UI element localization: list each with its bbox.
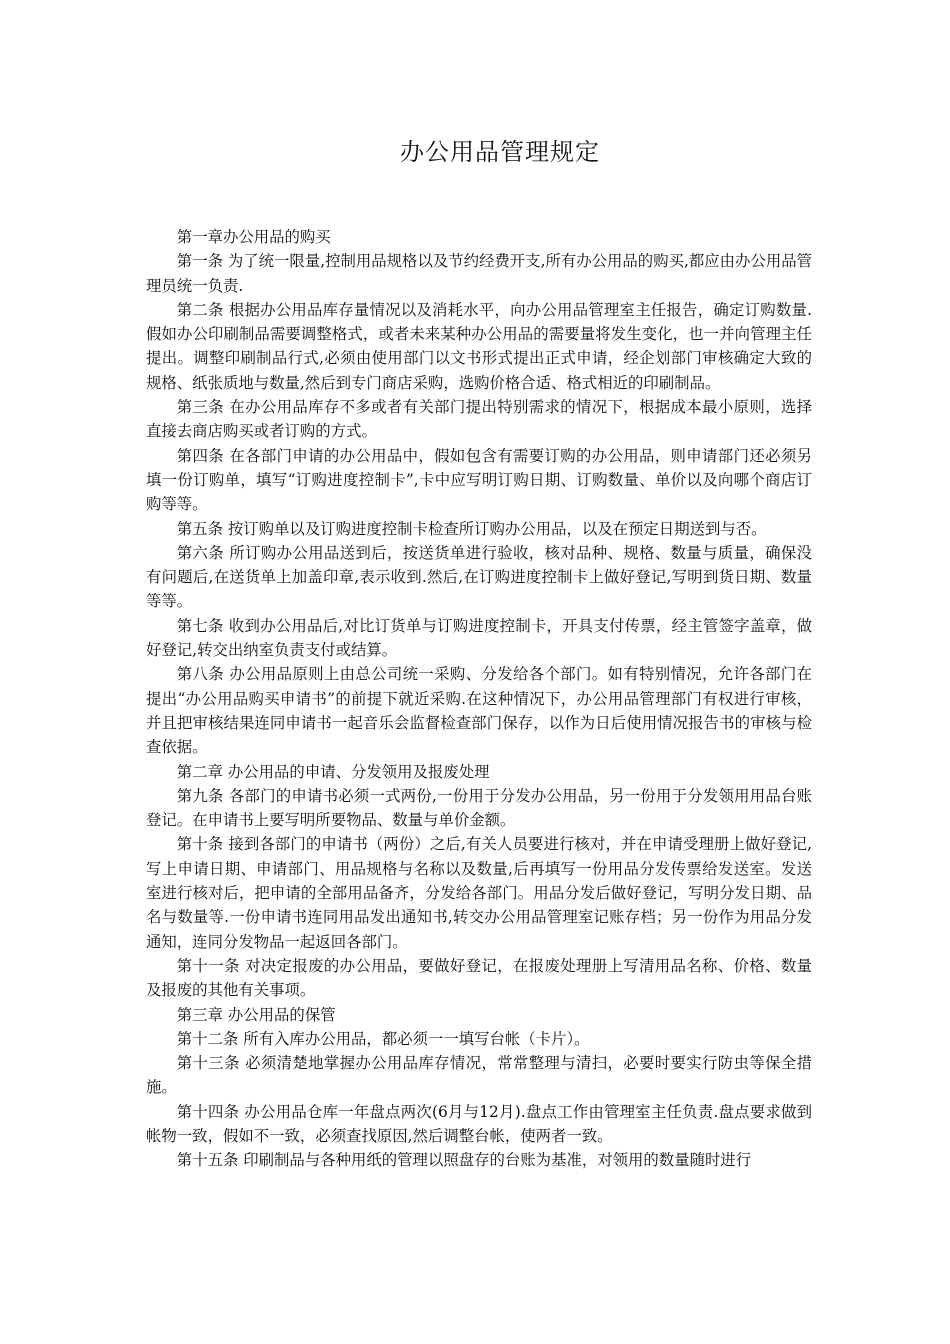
article-paragraph: 第七条 收到办公用品后,对比订货单与订购进度控制卡，开具支付传票，经主管签字盖章，做好登记,转交出纳室负责支付或结算。 [146,616,812,660]
article-paragraph: 第九条 各部门的申请书必须一式两份,一份用于分发办公用品，另一份用于分发领用用品台账登记。在申请书上要写明所要物品、数量与单价金额。 [146,786,812,830]
article-paragraph: 第十五条 印刷制品与各种用纸的管理以照盘存的台账为基准，对领用的数量随时进行 [176,1151,752,1170]
document-title: 办公用品管理规定 [400,138,600,166]
article-paragraph: 第三条 在办公用品库存不多或者有关部门提出特别需求的情况下，根据成本最小原则，选择直接去商店购买或者订购的方式。 [146,398,812,441]
article-paragraph: 第十条 接到各部门的申请书（两份）之后,有关人员要进行核对，并在申请受理册上做好登记,写上申请日期、申请部门、用品规格与名称以及数量,后再填写一份用品分发传票给发送室。发送室进行核对后，把申请的全部用品备齐，分发给各部门。用品分发后做好登记，写明分发日期、品名与数量等.一份申请书连同用品发出通知书,转交办公用品管理室记账存档；另一份作为用品分发通知，连同分发物品一起返回各部门。 [146,835,812,951]
article-paragraph: 第十四条 办公用品仓库一年盘点两次(6月与12月).盘点工作由管理室主任负责.盘点要求做到帐物一致，假如不一致，必须查找原因,然后调整台帐，使两者一致。 [146,1102,812,1145]
article-paragraph: 第一条 为了统一限量,控制用品规格以及节约经费开支,所有办公用品的购买,都应由办公用品管理员统一负责. [146,252,812,295]
article-paragraph: 第四条 在各部门申请的办公用品中，假如包含有需要订购的办公用品，则申请部门还必须另填一份订购单，填写“订购进度控制卡”,卡中应写明订购日期、订购数量、单价以及向哪个商店订购等等。 [146,446,812,514]
chapter-heading: 第二章 办公用品的申请、分发领用及报废处理 [176,762,490,781]
article-paragraph: 第五条 按订购单以及订购进度控制卡检查所订购办公用品，以及在预定日期送到与否。 [176,519,767,538]
article-paragraph: 第二条 根据办公用品库存量情况以及消耗水平，向办公用品管理室主任报告，确定订购数量.假如办公印刷制品需要调整格式，或者未来某种办公用品的需要量将发生变化，也一并向管理主任提出。调整印刷制品行式,必须由使用部门以文书形式提出正式申请，经企划部门审核确定大致的规格、纸张质地与数量,然后到专门商店采购，选购价格合适、格式相近的印刷制品。 [146,300,812,392]
article-paragraph: 第十三条 必须清楚地掌握办公用品库存情况，常常整理与清扫，必要时要实行防虫等保全措施。 [146,1054,812,1097]
article-paragraph: 第十一条 对决定报废的办公用品，要做好登记，在报废处理册上写清用品名称、价格、数量及报废的其他有关事项。 [146,956,812,1000]
article-paragraph: 第十二条 所有入库办公用品，都必须一一填写台帐（卡片）。 [176,1029,590,1048]
article-paragraph: 第六条 所订购办公用品送到后，按送货单进行验收，核对品种、规格、数量与质量，确保没有问题后,在送货单上加盖印章,表示收到.然后,在订购进度控制卡上做好登记,写明到货日期、数量等等。 [146,543,812,611]
document-body [146,225,812,1173]
chapter-heading: 第三章 办公用品的保管 [176,1005,336,1024]
article-paragraph: 第八条 办公用品原则上由总公司统一采购、分发给各个部门。如有特别情况，允许各部门在提出“办公用品购买申请书”的前提下就近采购.在这种情况下，办公用品管理部门有权进行审核，并且把审核结果连同申请书一起音乐会监督检查部门保存，以作为日后使用情况报告书的审核与检查依据。 [146,665,812,757]
chapter-heading: 第一章办公用品的购买 [176,228,331,246]
